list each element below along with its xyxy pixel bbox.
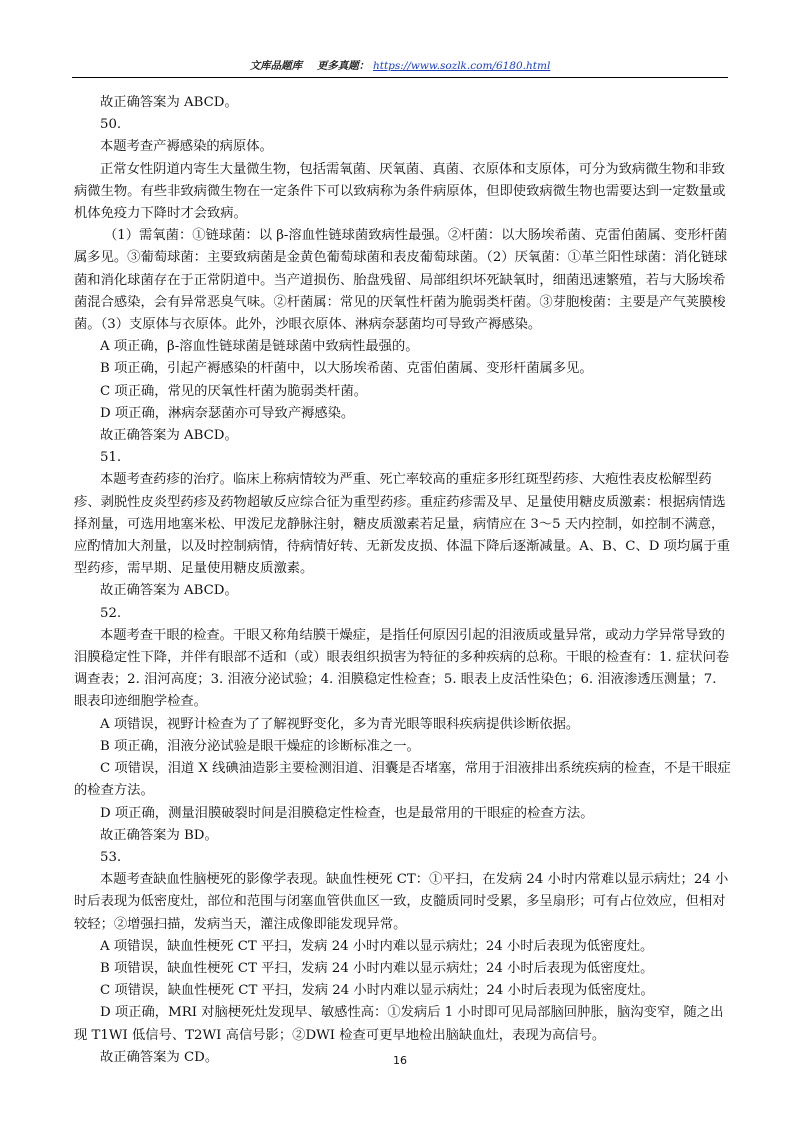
option-explanation: D 项正确，MRI 对脑梗死灶发现早、敏感性高：①发病后 1 小时即可见局部脑回肿胀，脑沟变窄，随之出现 T1WI 低信号、T2WI 高信号影；②DWI 检查可更早地检出脑缺血灶，表现为高信号。 bbox=[74, 1005, 724, 1043]
answer-line: 故正确答案为 BD。 bbox=[100, 827, 218, 843]
source-label: 更多真题： bbox=[316, 60, 370, 72]
paragraph: 本题考查干眼的检查。干眼又称角结膜干燥症，是指任何原因引起的泪液质或量异常，或动力学异常导致的泪膜稳定性下降，并伴有眼部不适和（或）眼表组织损害为特征的多种疾病的总称。干眼的检查有：1. 症状问卷调查表；2. 泪河高度；3. 泪液分泌试验；4. 泪膜稳定性检查；5. 眼表上皮活性染色；6. 泪液渗透压测量；7. 眼表印迹细胞学检查。 bbox=[74, 627, 730, 710]
answer-line: 故正确答案为 CD。 bbox=[100, 1049, 219, 1065]
paragraph: 本题考查产褥感染的病原体。 bbox=[100, 139, 273, 155]
document-body bbox=[74, 92, 732, 1069]
answer-line: 故正确答案为 ABCD。 bbox=[100, 428, 238, 444]
answer-line: 故正确答案为 ABCD。 bbox=[100, 95, 238, 110]
site-name: 文库品题库 bbox=[249, 60, 303, 72]
page-number: 16 bbox=[393, 1054, 407, 1067]
option-explanation: A 项正确，β-溶血性链球菌是链球菌中致病性最强的。 bbox=[100, 339, 419, 355]
option-explanation: B 项错误，缺血性梗死 CT 平扫，发病 24 小时内难以显示病灶；24 小时后表现为低密度灶。 bbox=[100, 960, 654, 976]
question-number: 50. bbox=[100, 117, 122, 133]
option-explanation: C 项错误，缺血性梗死 CT 平扫，发病 24 小时内难以显示病灶；24 小时后表现为低密度灶。 bbox=[100, 983, 654, 999]
option-explanation: C 项正确，常见的厌氧性杆菌为脆弱类杆菌。 bbox=[100, 383, 368, 399]
page-header bbox=[0, 58, 800, 73]
option-explanation: A 项错误，视野计检查为了了解视野变化，多为青光眼等眼科疾病提供诊断依据。 bbox=[100, 716, 580, 732]
question-number: 52. bbox=[100, 605, 122, 621]
question-number: 51. bbox=[100, 450, 122, 466]
option-explanation: D 项正确，淋病奈瑟菌亦可导致产褥感染。 bbox=[100, 405, 355, 421]
option-explanation: B 项正确，泪液分泌试验是眼干燥症的诊断标准之一。 bbox=[100, 738, 420, 754]
paragraph: 本题考查药疹的治疗。临床上称病情较为严重、死亡率较高的重症多形红斑型药疹、大疱性表皮松解型药疹、剥脱性皮炎型药疹及药物超敏反应综合征为重型药疹。重症药疹需及早、足量使用糖皮质激素：根据病情选择剂量，可选用地塞米松、甲泼尼龙静脉注射，糖皮质激素若足量，病情应在 3～5 天内控制，如控制不满意，应酌情加大剂量，以及时控制病情，待病情好转、无新发皮损、体温下降后逐渐减量。A、B、C、D 项均属于重型药疹，需早期、足量使用糖皮质激素。 bbox=[74, 472, 731, 577]
question-number: 53. bbox=[100, 849, 122, 865]
option-explanation: D 项正确，测量泪膜破裂时间是泪膜稳定性检查，也是最常用的干眼症的检查方法。 bbox=[100, 805, 594, 821]
option-explanation: B 项正确，引起产褥感染的杆菌中，以大肠埃希菌、克雷伯菌属、变形杆菌属多见。 bbox=[100, 361, 593, 377]
paragraph: （1）需氧菌：①链球菌：以 β-溶血性链球菌致病性最强。②杆菌：以大肠埃希菌、克雷伯菌属、变形杆菌属多见。③葡萄球菌：主要致病菌是金黄色葡萄球菌和表皮葡萄球菌。（2）厌氧菌：①革兰阳性球菌：消化链球菌和消化球菌存在于正常阴道中。当产道损伤、胎盘残留、局部组织坏死缺氧时，细菌迅速繁殖，若与大肠埃希菌混合感染，会有异常恶臭气味。②杆菌属：常见的厌氧性杆菌为脆弱类杆菌。③芽胞梭菌：主要是产气荚膜梭菌。（3）支原体与衣原体。此外，沙眼衣原体、淋病奈瑟菌均可导致产褥感染。 bbox=[74, 228, 728, 333]
answer-line: 故正确答案为 ABCD。 bbox=[100, 583, 238, 599]
option-explanation: C 项错误，泪道 X 线碘油造影主要检测泪道、泪囊是否堵塞，常用于泪液排出系统疾病的检查，不是干眼症的检查方法。 bbox=[74, 761, 731, 799]
paragraph: 正常女性阴道内寄生大量微生物，包括需氧菌、厌氧菌、真菌、衣原体和支原体，可分为致病微生物和非致病微生物。有些非致病微生物在一定条件下可以致病称为条件病原体，但即使致病微生物也需要达到一定数量或机体免疫力下降时才会致病。 bbox=[74, 161, 726, 222]
paragraph: 本题考查缺血性脑梗死的影像学表现。缺血性梗死 CT：①平扫，在发病 24 小时内常难以显示病灶；24 小时后表现为低密度灶，部位和范围与闭塞血管供血区一致，皮髓质同时受累，多呈扇形；可有占位效应，但相对较轻；②增强扫描，发病当天，灌注成像即能发现异常。 bbox=[74, 872, 729, 932]
header-divider bbox=[72, 77, 728, 78]
option-explanation: A 项错误，缺血性梗死 CT 平扫，发病 24 小时内难以显示病灶；24 小时后表现为低密度灶。 bbox=[100, 938, 654, 954]
source-link[interactable]: https://www.sozlk.com/6180.html bbox=[372, 60, 551, 72]
